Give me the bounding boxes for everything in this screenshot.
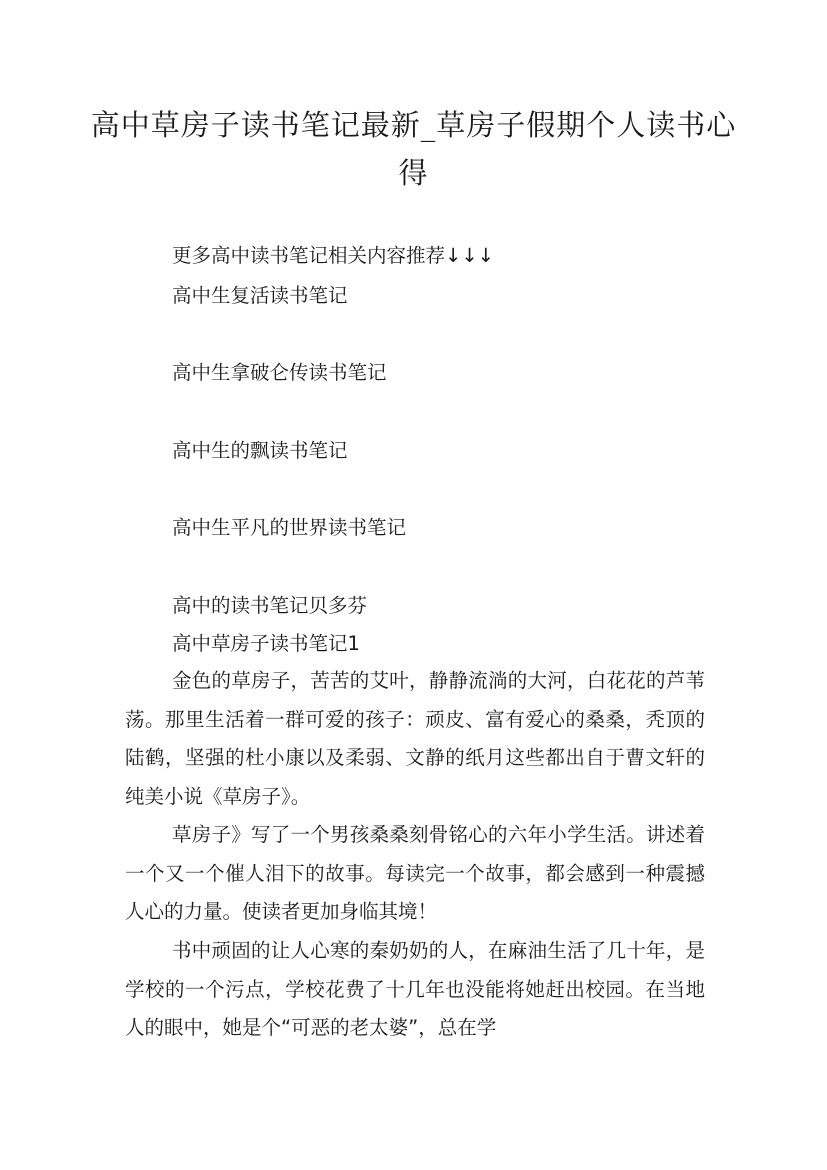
paragraph-3: 书中顽固的让人心寒的秦奶奶的人，在麻油生活了几十年，是学校的一个污点，学校花费了十几年也没能将她赶出校园。在当地人的眼中，她是个“可恶的老太婆”，总在学 — [125, 939, 705, 1039]
paragraph-1: 金色的草房子，苦苦的艾叶，静静流淌的大河，白花花的芦苇荡。那里生活着一群可爱的孩子：顽皮、富有爱心的桑桑，秃顶的陆鹤，坚强的杜小康以及柔弱、文静的纸月这些都出自于曹文轩的纯美小说《草房子》。 — [125, 669, 705, 808]
document-title: 高中草房子读书笔记最新_草房子假期个人读书心得 — [90, 108, 737, 190]
related-link-beethoven[interactable]: 高中的读书笔记贝多芬 — [172, 594, 368, 617]
section-heading: 高中草房子读书笔记1 — [172, 632, 360, 655]
related-link-ordinary-world[interactable]: 高中生平凡的世界读书笔记 — [172, 516, 407, 539]
paragraph-2: 草房子》写了一个男孩桑桑刻骨铭心的六年小学生活。讲述着一个又一个催人泪下的故事。每读完一个故事，都会感到一种震撼人心的力量。使读者更加身临其境！ — [125, 823, 705, 923]
related-link-napoleon[interactable]: 高中生拿破仑传读书笔记 — [172, 361, 387, 384]
related-link-gone-with-wind[interactable]: 高中生的飘读书笔记 — [172, 439, 348, 462]
related-link-resurrection[interactable]: 高中生复活读书笔记 — [172, 284, 348, 307]
related-intro: 更多高中读书笔记相关内容推荐↓↓↓ — [172, 244, 495, 267]
